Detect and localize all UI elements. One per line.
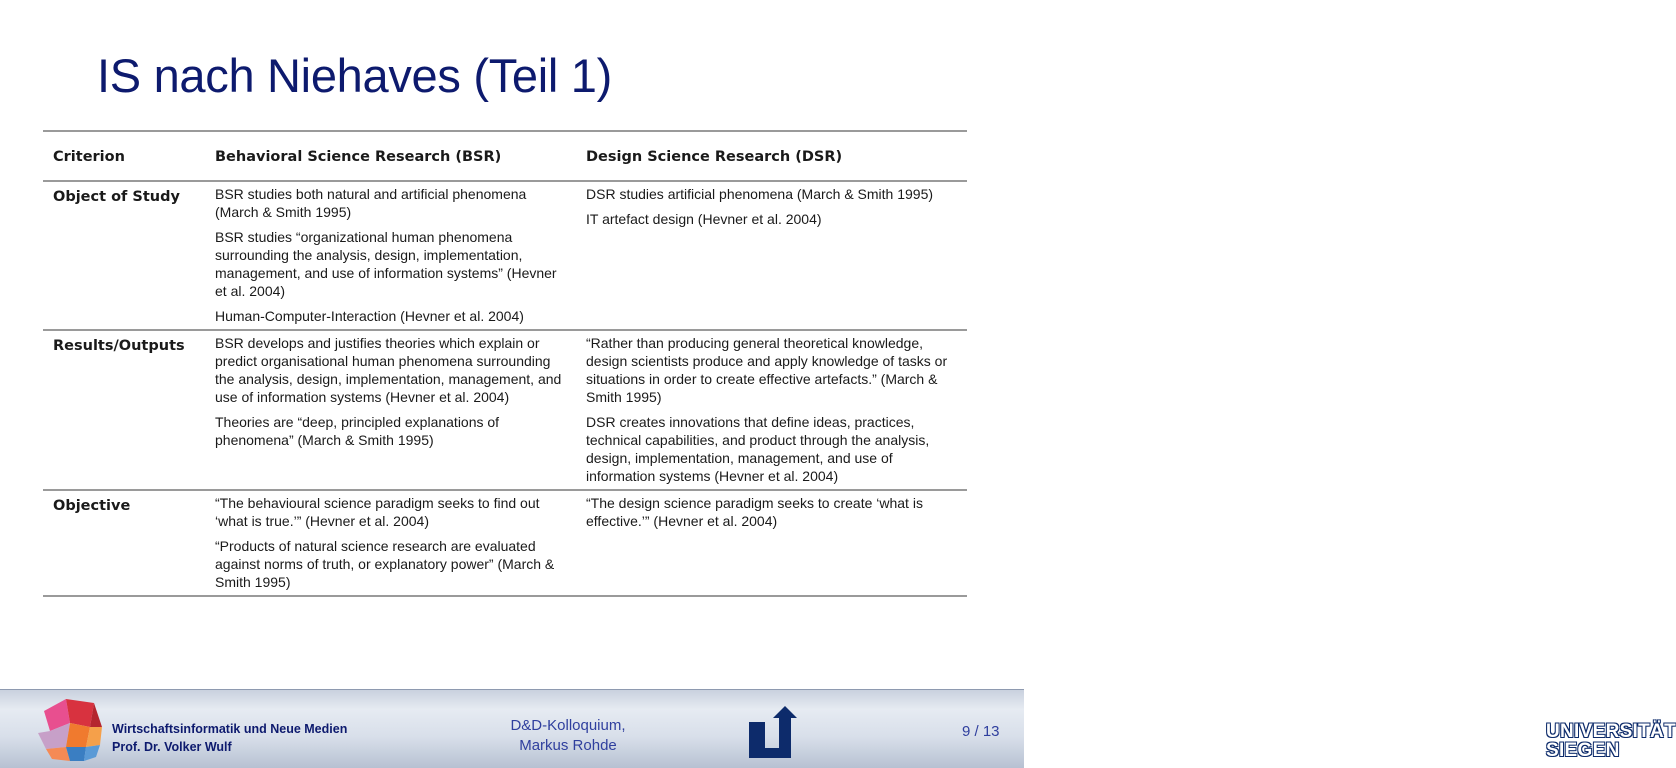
professor-name: Prof. Dr. Volker Wulf <box>112 740 232 754</box>
bsr-cell <box>205 330 576 490</box>
criterion-cell: Results/Outputs <box>53 338 185 354</box>
cell-text: “The behavioural science paradigm seeks to find out ‘what is true.’” (Hevner et al. 2004) <box>215 495 540 529</box>
university-name <box>1546 704 1676 761</box>
table-header-row <box>43 131 967 181</box>
event-info <box>468 716 668 756</box>
cell-text: BSR studies “organizational human phenomena surrounding the analysis, design, implementation, management, and use of information systems” (Hevner et al. 2004) <box>215 229 557 299</box>
dsr-cell <box>576 490 967 596</box>
comparison-table <box>43 130 967 597</box>
page-number: 9 / 13 <box>962 723 1000 740</box>
table-row <box>43 181 967 330</box>
presenter-name: Markus Rohde <box>519 737 617 754</box>
university-name-line2: SIEGEN <box>1546 740 1620 761</box>
cell-text: “The design science paradigm seeks to create ‘what is effective.’” (Hevner et al. 2004) <box>586 495 923 529</box>
cell-text: DSR creates innovations that define ideas, practices, technical capabilities, and product through the analysis, design, implementation, management, and use of information systems (Hevner et al. 2004) <box>586 414 930 484</box>
university-name-line1: UNIVERSITÄT <box>1546 721 1676 742</box>
department-name: Wirtschaftsinformatik und Neue Medien <box>112 722 348 736</box>
cell-text: “Rather than producing general theoretical knowledge, design scientists produce and apply knowledge of tasks or situations in order to create effective artefacts.” (March & Smith 1995) <box>586 335 948 405</box>
bsr-cell <box>205 490 576 596</box>
cell-text: BSR develops and justifies theories which explain or predict organisational human phenomena surrounding the analysis, design, implementation, management, and use of information systems (Hevner et al. 2004) <box>215 335 562 405</box>
cell-text: Human-Computer-Interaction (Hevner et al. 2004) <box>215 308 524 324</box>
cell-text: Theories are “deep, principled explanations of phenomena” (March & Smith 1995) <box>215 414 500 448</box>
slide-title: IS nach Niehaves (Teil 1) <box>97 49 612 102</box>
table-row <box>43 330 967 490</box>
comparison-table-container <box>43 130 967 597</box>
bsr-cell <box>205 181 576 330</box>
header-bsr: Behavioral Science Research (BSR) <box>215 149 502 165</box>
department-logo-icon <box>36 697 104 763</box>
cell-text: IT artefact design (Hevner et al. 2004) <box>586 211 822 227</box>
dsr-cell <box>576 330 967 490</box>
criterion-cell: Objective <box>53 498 131 514</box>
dsr-cell <box>576 181 967 330</box>
header-dsr: Design Science Research (DSR) <box>586 149 843 165</box>
department-info <box>112 720 347 756</box>
cell-text: “Products of natural science research are evaluated against norms of truth, or explanatory power” (March & Smith 1995) <box>215 538 555 590</box>
criterion-cell: Object of Study <box>53 189 180 205</box>
event-name: D&D-Kolloquium, <box>510 717 626 734</box>
cell-text: BSR studies both natural and artificial phenomena (March & Smith 1995) <box>215 186 527 220</box>
header-criterion: Criterion <box>53 149 125 165</box>
table-row <box>43 490 967 596</box>
university-u-logo-icon <box>745 704 801 760</box>
cell-text: DSR studies artificial phenomena (March & Smith 1995) <box>586 186 934 202</box>
